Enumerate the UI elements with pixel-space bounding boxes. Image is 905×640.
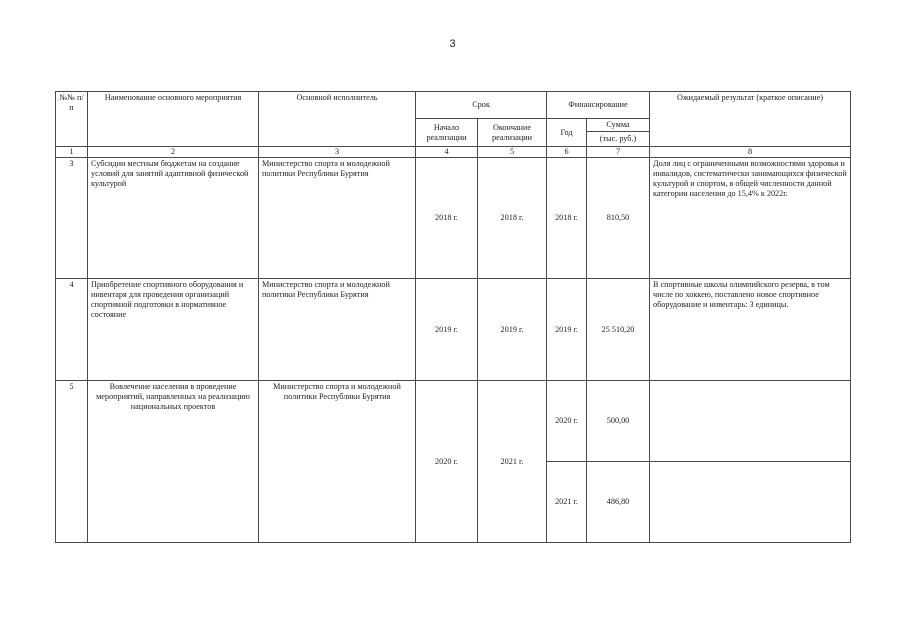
col-number: 2	[88, 147, 259, 158]
activities-table	[55, 91, 851, 543]
row-sum: 25 510,20	[587, 279, 650, 381]
column-numbers-row	[56, 147, 851, 158]
row-result-empty	[650, 462, 851, 543]
row-num: 4	[56, 279, 88, 381]
row-name: Субсидии местным бюджетам на создание условий для занятий адаптивной физической культурой	[88, 158, 259, 279]
table-row	[56, 279, 851, 381]
header-sum: Сумма	[587, 119, 649, 132]
row-sum: 486,80	[587, 462, 650, 543]
col-number: 5	[478, 147, 547, 158]
row-executor: Министерство спорта и молодежной политики Республики Бурятия	[259, 279, 416, 381]
row-result: В спортивные школы олимпийского резерва, в том числе по хоккею, поставлено новое спортивное оборудование и инвентарь: 3 единицы.	[650, 279, 851, 381]
header-name: Наименование основного мероприятия	[88, 92, 259, 147]
col-number: 6	[547, 147, 587, 158]
row-result	[650, 381, 851, 462]
table-row	[56, 158, 851, 279]
page-number: 3	[449, 38, 456, 50]
row-end: 2018 г.	[478, 158, 547, 279]
col-number: 7	[587, 147, 650, 158]
header-unit: (тыс. руб.)	[599, 134, 637, 143]
row-name: Приобретение спортивного оборудования и инвентаря для проведения организаций спортивной подготовки в нормативное состояние	[88, 279, 259, 381]
row-start: 2019 г.	[416, 279, 478, 381]
row-result: Доля лиц с ограниченными возможностями здоровья и инвалидов, систематически занимающихся физической культурой и спортом, в общей численности данной категории населения до 15,4% к 2022г.	[650, 158, 851, 279]
row-year: 2018 г.	[547, 158, 587, 279]
row-start: 2018 г.	[416, 158, 478, 279]
header-year: Год	[547, 119, 587, 147]
row-executor: Министерство спорта и молодежной политики Республики Бурятия	[259, 381, 416, 543]
row-start: 2020 г.	[416, 381, 478, 543]
col-number: 1	[56, 147, 88, 158]
col-number: 4	[416, 147, 478, 158]
row-num: 3	[56, 158, 88, 279]
header-row-1	[56, 92, 851, 119]
col-number: 8	[650, 147, 851, 158]
row-year: 2021 г.	[547, 462, 587, 543]
header-executor: Основной исполнитель	[259, 92, 416, 147]
row-name: Вовлечение населения в проведение мероприятий, направленных на реализацию национальных проектов	[88, 381, 259, 543]
row-executor: Министерство спорта и молодежной политики Республики Бурятия	[259, 158, 416, 279]
table-row	[56, 381, 851, 462]
col-number: 3	[259, 147, 416, 158]
row-sum: 500,00	[587, 381, 650, 462]
header-start: Начало реализации	[416, 119, 478, 147]
header-end: Окончание реализации	[478, 119, 547, 147]
header-term: Срок	[416, 92, 547, 119]
row-end: 2021 г.	[478, 381, 547, 543]
header-num: №№ п/п	[56, 92, 88, 147]
header-financing: Финансирование	[547, 92, 650, 119]
row-end: 2019 г.	[478, 279, 547, 381]
row-year: 2019 г.	[547, 279, 587, 381]
row-num: 5	[56, 381, 88, 543]
row-sum: 810,50	[587, 158, 650, 279]
row-year: 2020 г.	[547, 381, 587, 462]
header-result: Ожидаемый результат (краткое описание)	[650, 92, 851, 147]
header-sum-cell	[587, 119, 650, 147]
